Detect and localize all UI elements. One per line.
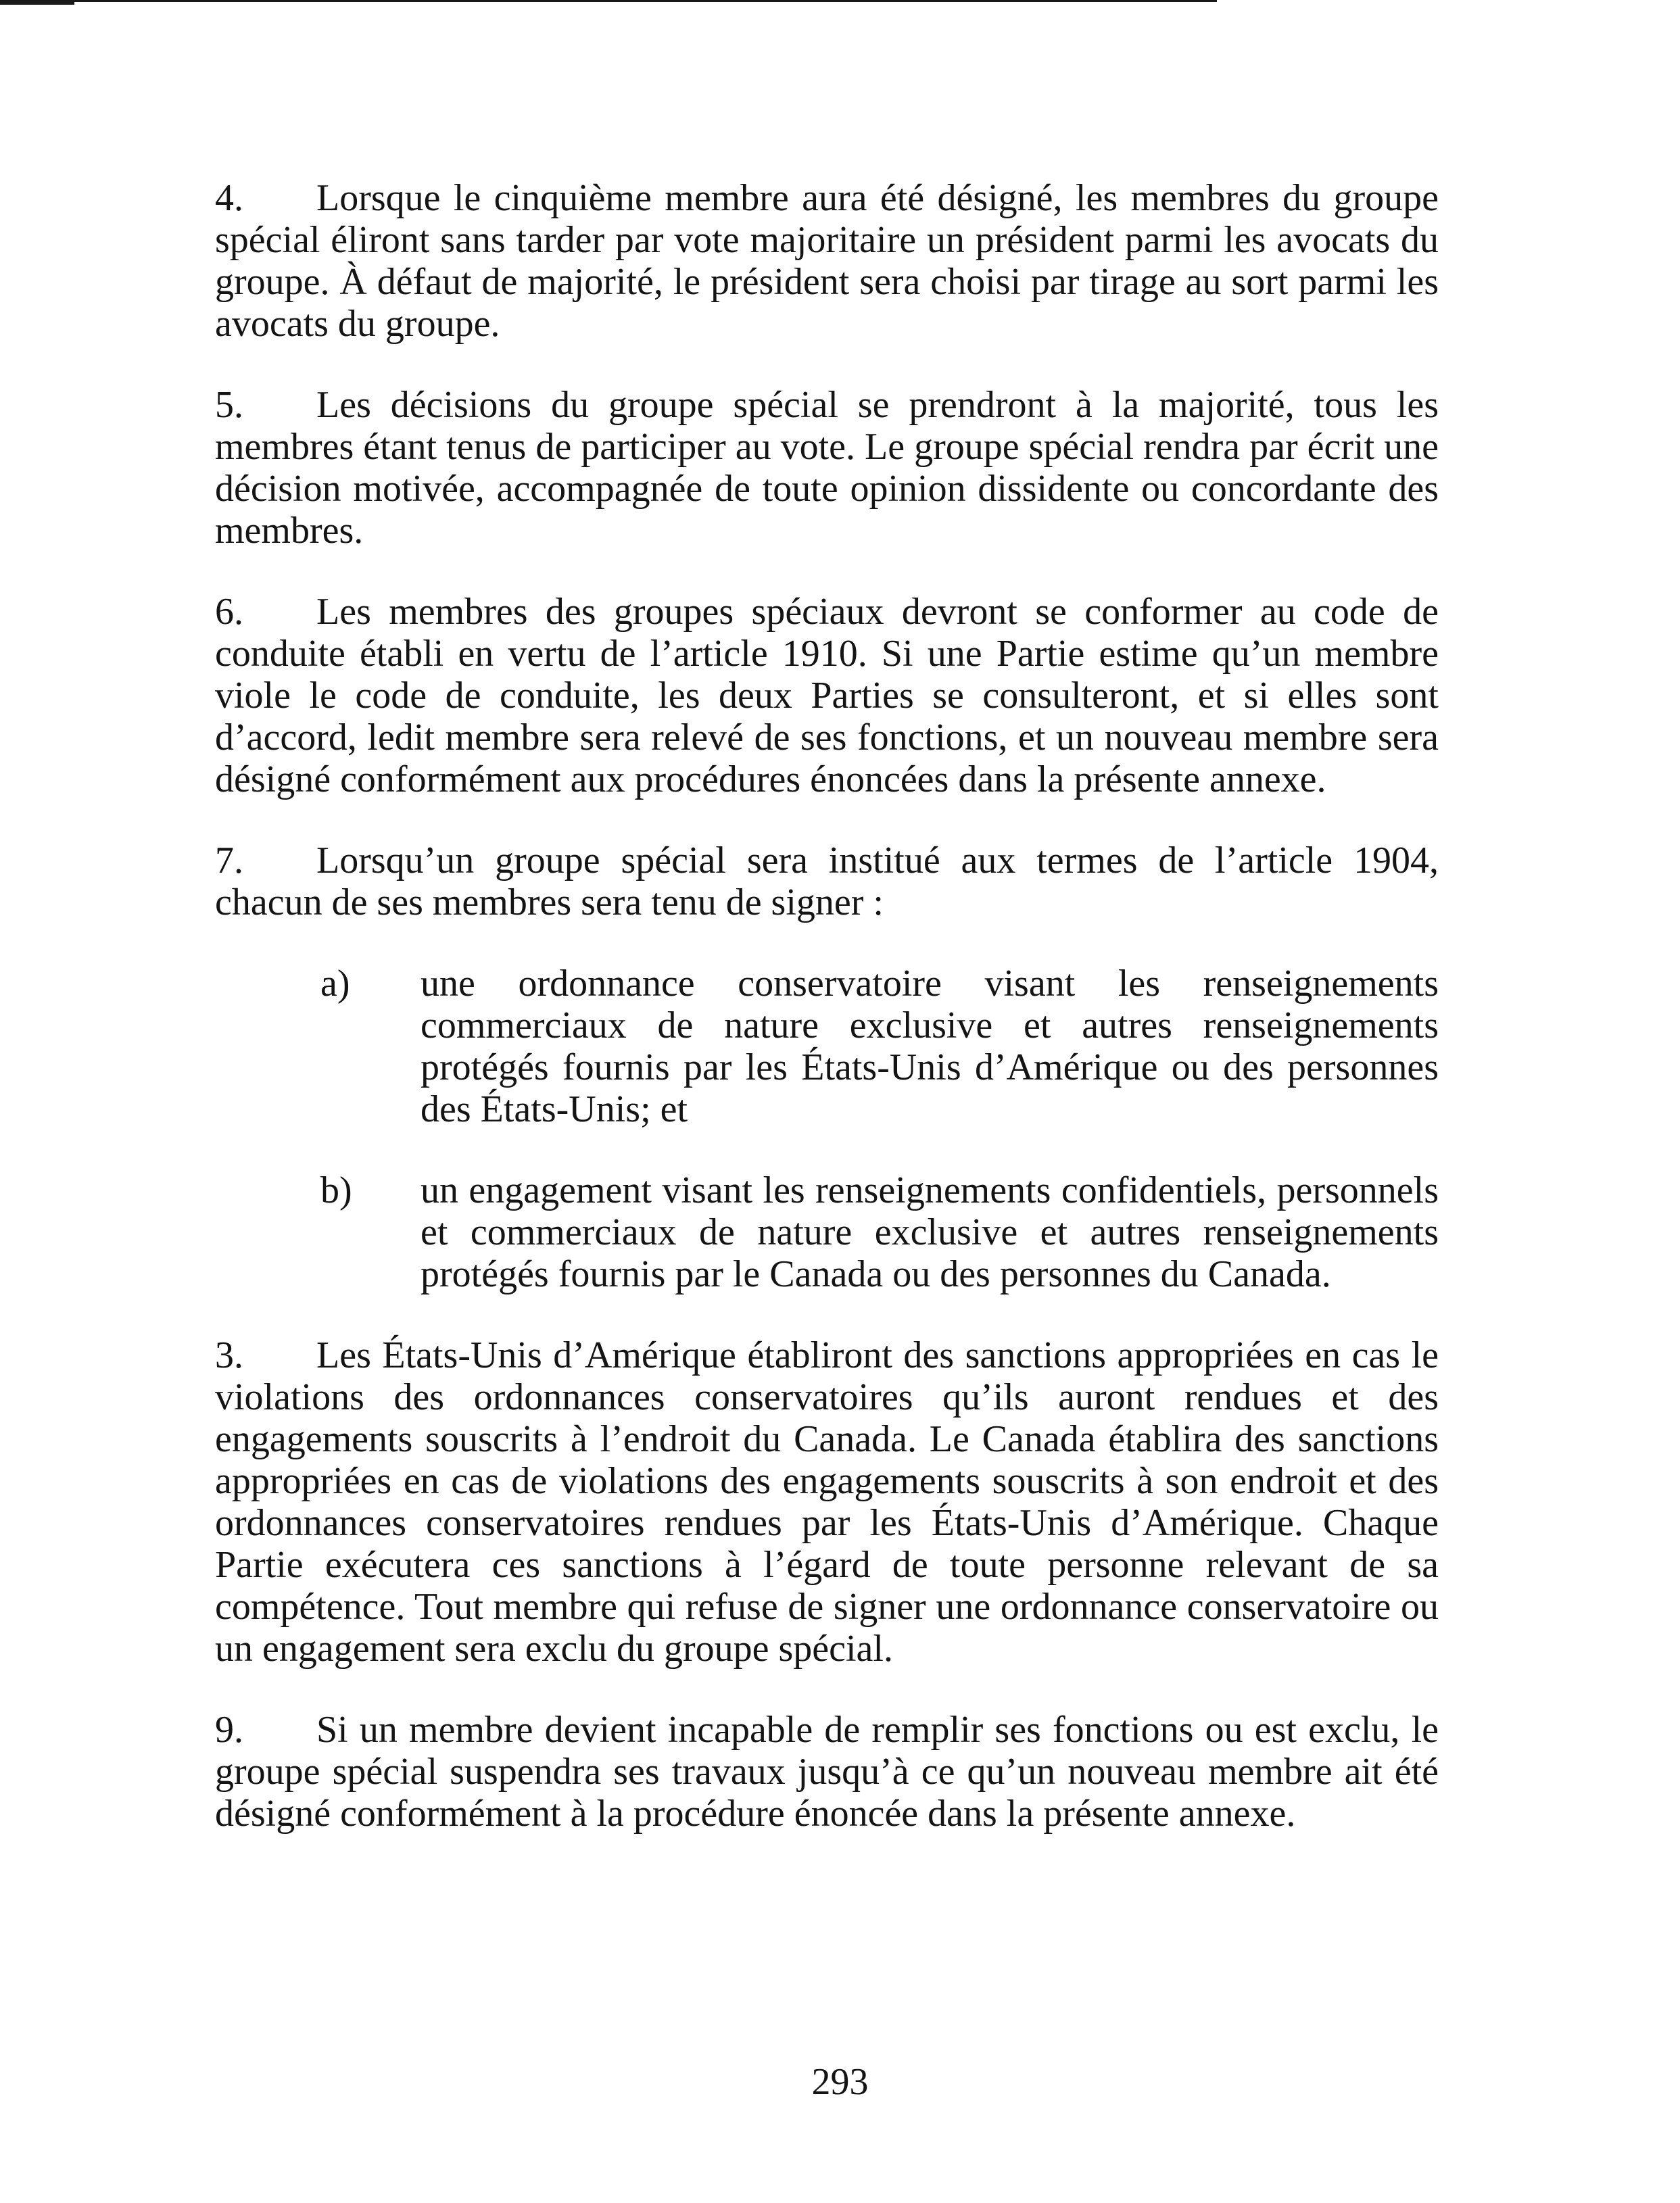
paragraph-5	[215, 384, 1439, 552]
paragraph-6	[215, 591, 1439, 800]
paragraph-4	[215, 177, 1439, 345]
sub-item-label: a)	[320, 963, 350, 1004]
sub-item-a	[215, 963, 1439, 1130]
paragraph-number: 4.	[215, 177, 243, 219]
sub-item-list	[215, 963, 1439, 1295]
paragraph-number: 6.	[215, 591, 243, 633]
top-scan-border	[0, 0, 1217, 2]
paragraph-text: Les décisions du groupe spécial se prendront à la majorité, tous les membres étant tenus de participer au vote. Le groupe spécial rendra par écrit une décision motivée, accompagnée de toute opinion dissidente ou concordante des membres.	[215, 384, 1439, 552]
paragraph-number: 5.	[215, 384, 243, 426]
paragraph-text: Lorsque le cinquième membre aura été désigné, les membres du groupe spécial éliront sans tarder par vote majoritaire un président parmi les avocats du groupe. À défaut de majorité, le président sera choisi par tirage au sort parmi les avocats du groupe.	[215, 177, 1439, 345]
paragraph-text: Les États-Unis d’Amérique établiront des sanctions appropriées en cas le violations des ordonnances conservatoires qu’ils auront rendues et des engagements souscrits à l’endroit du Canada. Le Canada établira des sanctions appropriées en cas de violations des engagements souscrits à son endroit et des ordonnances conservatoires rendues par les États-Unis d’Amérique. Chaque Partie exécutera ces sanctions à l’égard de toute personne relevant de sa compétence. Tout membre qui refuse de signer une ordonnance conservatoire ou un engagement sera exclu du groupe spécial.	[215, 1334, 1439, 1670]
paragraph-text: Les membres des groupes spéciaux devront se conformer au code de conduite établi en vertu de l’article 1910. Si une Partie estime qu’un membre viole le code de conduite, les deux Parties se consulteront, et si elles sont d’accord, ledit membre sera relevé de ses fonctions, et un nouveau membre sera désigné conformément aux procédures énoncées dans la présente annexe.	[215, 591, 1439, 800]
document-body	[215, 177, 1439, 1874]
paragraph-number: 7.	[215, 840, 243, 881]
paragraph-9	[215, 1709, 1439, 1835]
top-scan-border-mark	[0, 0, 74, 5]
paragraph-text: Lorsqu’un groupe spécial sera institué aux termes de l’article 1904, chacun de ses membres sera tenu de signer :	[215, 840, 1439, 923]
sub-item-text: une ordonnance conservatoire visant les renseignements commerciaux de nature exclusive et autres renseignements protégés fournis par les États-Unis d’Amérique ou des personnes des États-Unis; et	[421, 963, 1439, 1130]
paragraph-8	[215, 1334, 1439, 1670]
paragraph-7	[215, 840, 1439, 923]
paragraph-number: 9.	[215, 1709, 243, 1751]
page-number: 293	[811, 2061, 869, 2103]
paragraph-number: 3.	[215, 1334, 243, 1376]
paragraph-text: Si un membre devient incapable de remplir ses fonctions ou est exclu, le groupe spécial suspendra ses travaux jusqu’à ce qu’un nouveau membre ait été désigné conformément à la procédure énoncée dans la présente annexe.	[215, 1709, 1439, 1835]
sub-item-label: b)	[320, 1169, 352, 1211]
sub-item-b	[215, 1169, 1439, 1295]
sub-item-text: un engagement visant les renseignements confidentiels, personnels et commerciaux de nature exclusive et autres renseignements protégés fournis par le Canada ou des personnes du Canada.	[421, 1169, 1439, 1295]
